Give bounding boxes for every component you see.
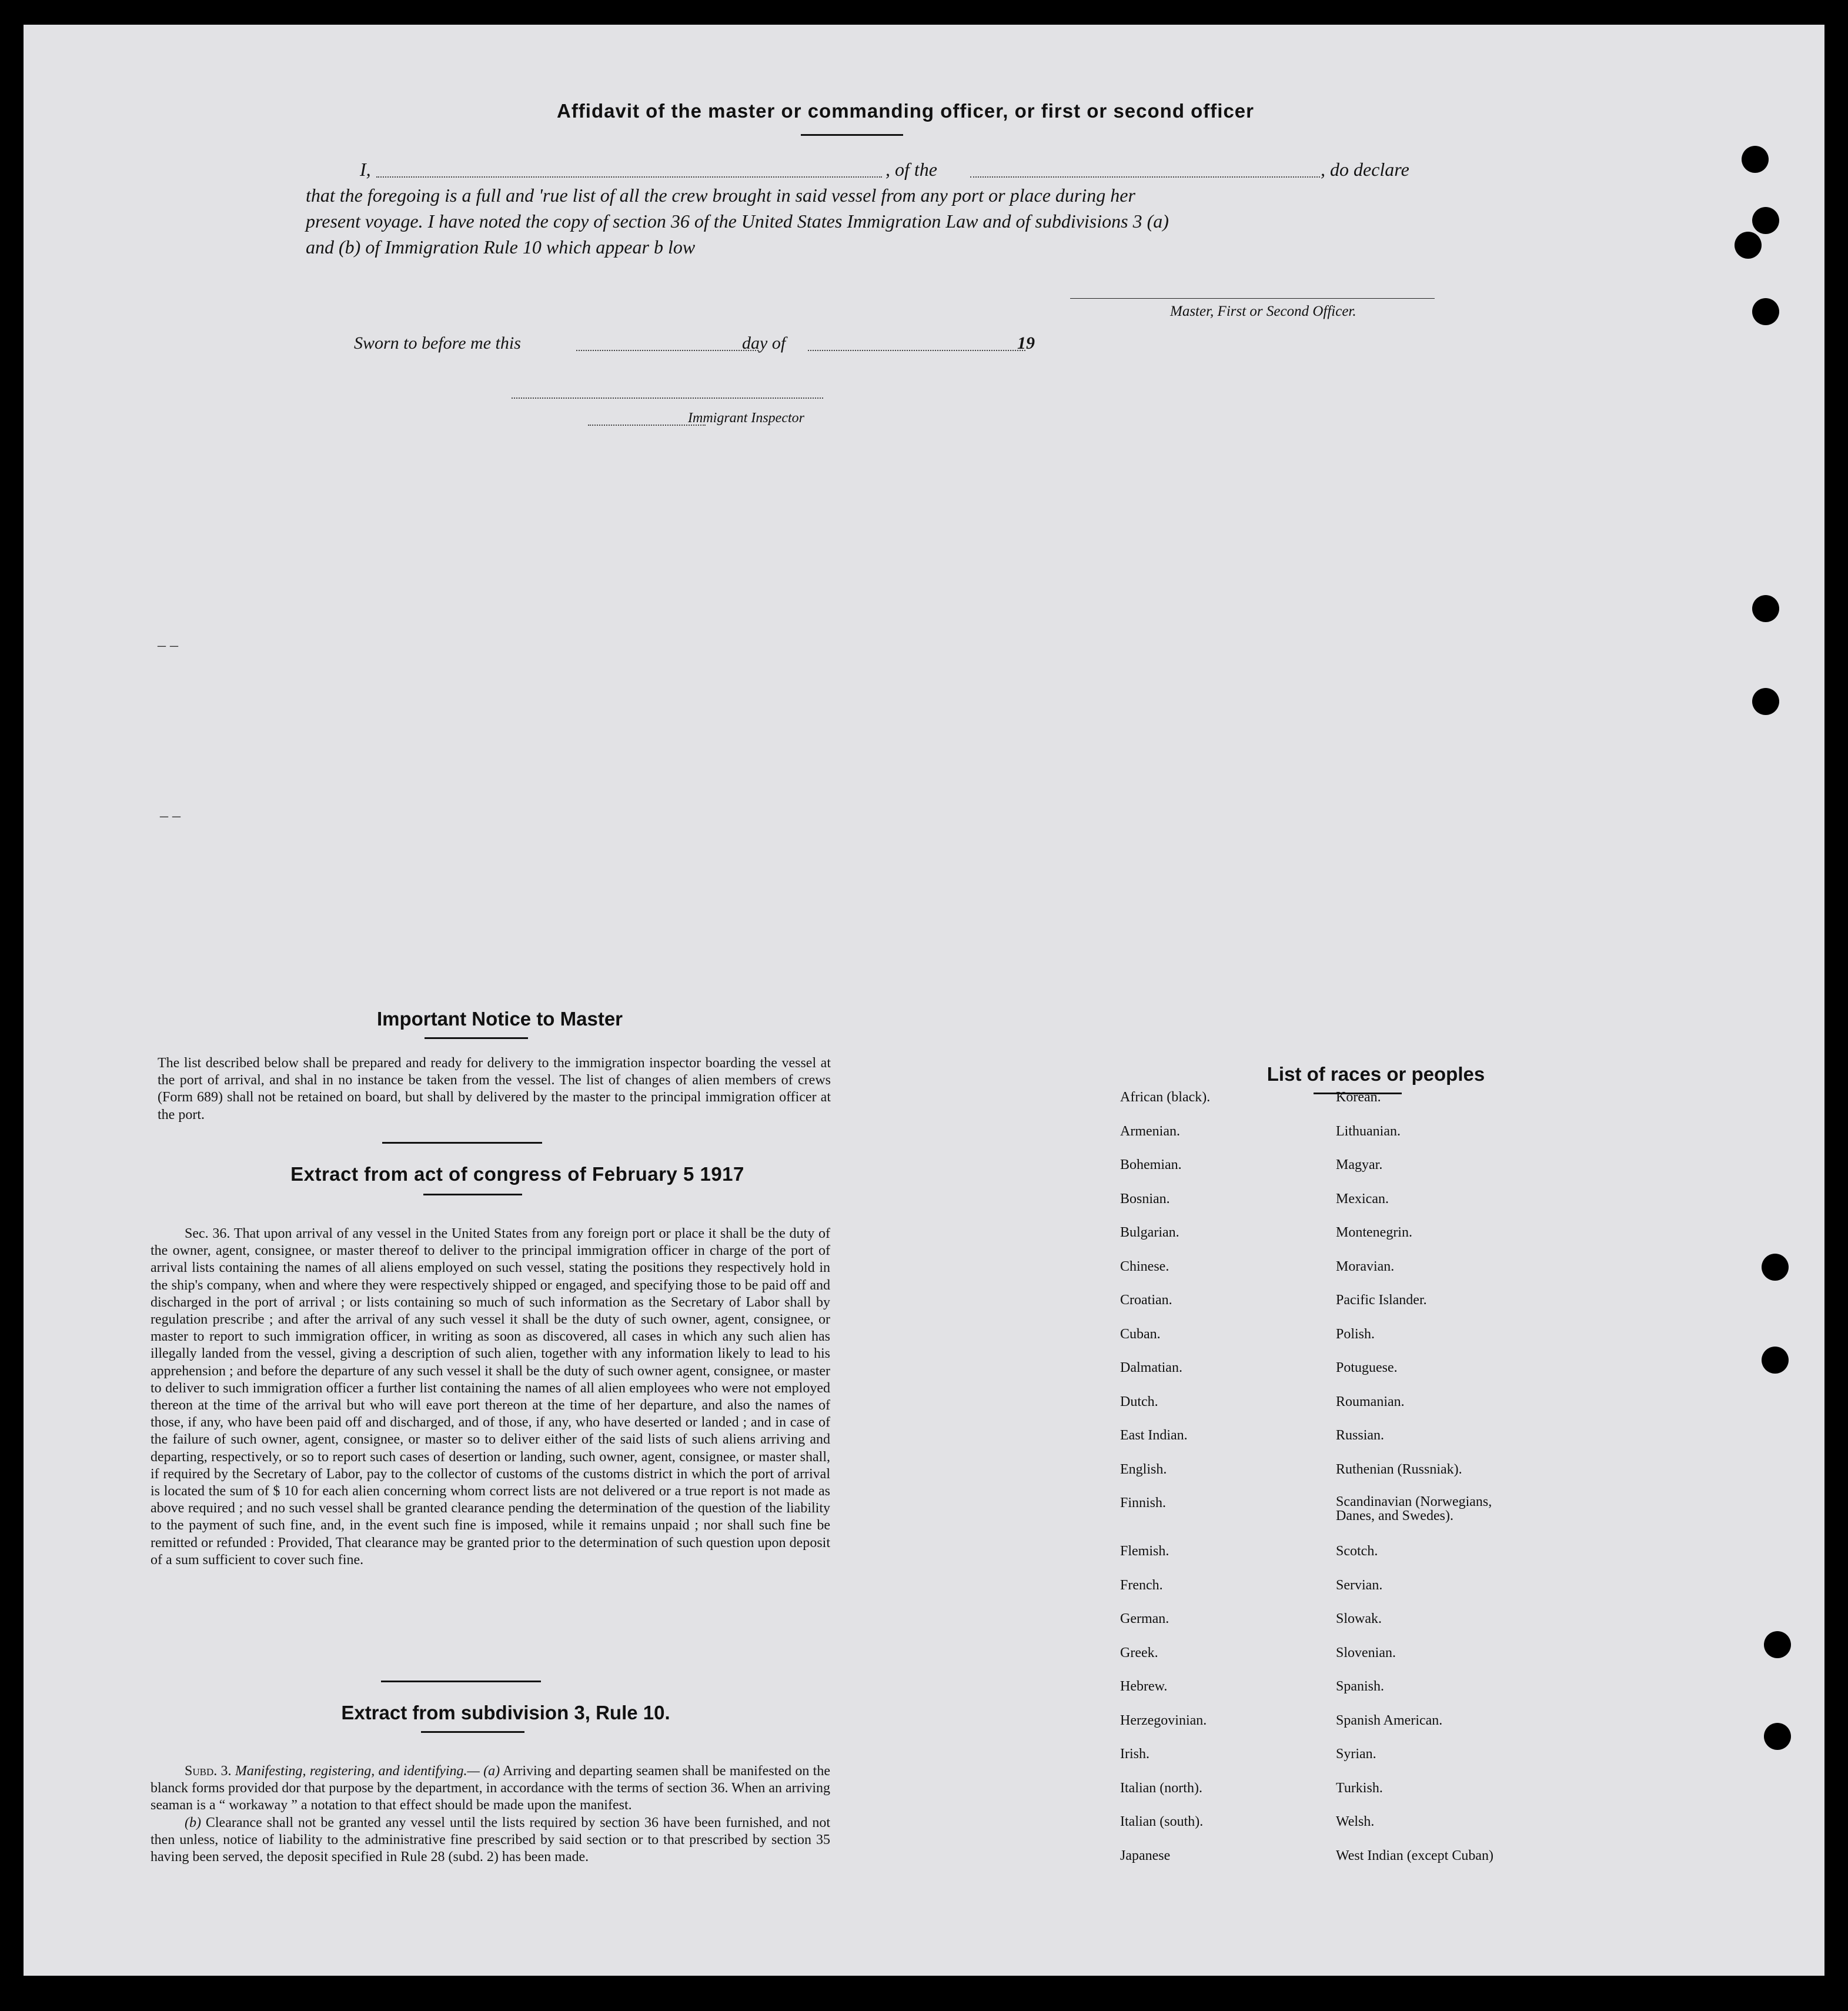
master-signature-label: Master, First or Second Officer. [1170,303,1356,319]
master-signature-line[interactable] [1070,298,1435,299]
affidavit-of-the: , of the [885,159,937,180]
race-item: Slovenian. [1336,1645,1396,1661]
act-extract-divider [381,1681,541,1682]
rule-extract-underline [421,1731,524,1733]
act-extract-title: Extract from act of congress of February 5 1917 [290,1163,744,1185]
subd-b-lead: (b) [185,1815,201,1830]
race-item: Dutch. [1120,1394,1158,1409]
race-item: Croatian. [1120,1292,1172,1308]
race-item: Herzegovinian. [1120,1712,1207,1728]
race-item: Magyar. [1336,1157,1383,1172]
race-item: Syrian. [1336,1746,1376,1762]
race-item: Moravian. [1336,1258,1395,1274]
punch-hole [1752,595,1779,622]
rule-extract-text [151,1763,830,1866]
inspector-label: Immigrant Inspector [688,410,804,426]
race-item: Hebrew. [1120,1679,1168,1694]
race-item: Armenian. [1120,1123,1180,1139]
race-item: Spanish American. [1336,1712,1443,1728]
race-item: Montenegrin. [1336,1225,1412,1240]
act-extract-text [151,1225,830,1569]
affidavit-title: Affidavit of the master or commanding officer, or first or second officer [556,100,1254,122]
race-item: Pacific Islander. [1336,1292,1427,1308]
notice-title-underline [425,1037,528,1039]
subdivision-a-paragraph [151,1763,830,1815]
margin-dash: – – [160,807,181,825]
sworn-year: 19 [1017,333,1035,353]
race-item: Korean. [1336,1090,1381,1105]
sworn-month-blank[interactable] [808,350,1025,351]
affidavit-vessel-blank[interactable] [970,176,1320,178]
race-item: Slowak. [1336,1611,1382,1626]
rule-extract-title: Extract from subdivision 3, Rule 10. [341,1702,670,1723]
notice-paragraph: The list described below shall be prepared and ready for delivery to the immigration inspector boarding the vessel at the port of arrival, and shal in no instance be taken from the vessel. The list of changes of alien members of crews (Form 689) shall not be retained on board, but shall by delivered by the master to the principal immigration officer at the port. [158,1055,831,1123]
race-item: Bulgarian. [1120,1225,1179,1240]
punch-hole [1764,1631,1791,1658]
notice-divider [382,1142,542,1144]
punch-hole [1762,1347,1789,1374]
race-item: Spanish. [1336,1679,1385,1694]
race-item: Greek. [1120,1645,1158,1661]
race-item: East Indian. [1120,1428,1188,1443]
notice-text [158,1055,831,1124]
race-item: Bohemian. [1120,1157,1182,1172]
race-item: Ruthenian (Russniak). [1336,1461,1462,1477]
race-item: Lithuanian. [1336,1123,1401,1139]
race-item: Russian. [1336,1428,1385,1443]
race-item: Japanese [1120,1848,1171,1863]
punch-hole [1762,1254,1789,1281]
race-item: Italian (south). [1120,1814,1204,1829]
affidavit-name-blank[interactable] [376,176,882,178]
section-36-paragraph: Sec. 36. That upon arrival of any vessel in the United States from any foreign port or place it shall be the duty of the owner, agent, consignee, or master thereof to deliver to the principal immigration officer in charge of the port of arrival lists containing the names of all aliens employed on such vessel, stating the positions they respectively hold in the ship's company, when and where they were respectively shipped or engaged, and specifying those to be paid off and discharged in the port of arrival ; or lists containing so much of such information as the Secretary of Labor shall by regulation prescribe ; and after the arrival of any such vessel it shall be the duty of such owner, agent, consignee, or master to report to such immigration officer, in writing as soon as discovered, all cases in which any such alien has illegally landed from the vessel, giving a description of such alien, together with any information likely to lead to his apprehension ; and before the departure of any such vessel it shall be the duty of such owner agent, consignee, or master to deliver to such immigration officer a further list containing the names of all alien employees who were not employed thereon at the time of the arrival but who will eave port thereon at the time of her departure, and also the names of those, if any, who have been paid off and discharged, and of those, if any, who have deserted or landed ; and in case of the failure of such owner, agent, consignee, or master so to deliver either of the said lists of such aliens arriving and departing, respectively, or so to report such cases of desertion or landing, such owner, agent, consignee, or master shall, if required by the Secretary of Labor, pay to the collector of customs of the customs district in which the port of arrival is located the sum of $ 10 for each alien concerning whom correct lists are not delivered or a true report is not made as above required ; and no such vessel shall be granted clearance pending the determination of the question of the liability to the payment of such fine, and, in the event such fine is imposed, while it remains unpaid ; nor shall such fine be remitted or refunded : Provided, That clearance may be granted prior to the determination of such question upon deposit of a sum sufficient to cover such fine. [151,1226,830,1568]
subdivision-b-paragraph [151,1815,830,1866]
race-item: Finnish. [1120,1495,1167,1511]
affidavit-line-3: present voyage. I have noted the copy of section 36 of the United States Immigration Law and of subdivisions 3 (a) [306,211,1169,232]
subd-b-text: Clearance shall not be granted any vessel until the lists required by section 36 have been furnished, and not then unless, notice of liability to the administrative fine prescribed by said section or to that prescribed by section 35 having been served, the deposit specified in Rule 28 (subd. 2) has been made. [151,1815,831,1865]
punch-hole [1752,207,1779,234]
race-item: Italian (north). [1120,1780,1202,1796]
races-title: List of races or peoples [1266,1063,1485,1085]
race-item: Servian. [1336,1577,1383,1593]
document-page [24,25,1824,1976]
punch-hole [1742,146,1769,173]
race-item: German. [1120,1611,1169,1626]
inspector-signature-line[interactable] [512,397,823,399]
race-item: Polish. [1336,1326,1375,1342]
sworn-day-of: day of [742,333,786,353]
sworn-label: Sworn to before me this [354,333,521,353]
race-item: Mexican. [1336,1191,1389,1207]
subd-heading: Manifesting, registering, and identifying.— (a) [235,1763,500,1779]
race-item: West Indian (except Cuban) [1336,1848,1493,1863]
notice-title: Important Notice to Master [376,1008,623,1030]
sworn-day-blank[interactable] [576,350,758,351]
punch-hole [1752,298,1779,325]
affidavit-line-4: and (b) of Immigration Rule 10 which appear b low [306,236,696,258]
race-item: Bosnian. [1120,1191,1170,1207]
punch-hole [1764,1723,1791,1750]
act-extract-underline [423,1194,522,1195]
race-item: Cuban. [1120,1326,1161,1342]
race-item: Welsh. [1336,1814,1375,1829]
race-item: French. [1120,1577,1163,1593]
subd-a-text: Arriving and departing seamen shall be manifested on the blanck forms provided dor that purpose by the department, in accordance with the terms of section 36. When an arriving seaman is a “ workaway ” a notation to that effect should be made upon the manifest. [151,1763,831,1813]
affidavit-i: I, [360,159,371,180]
affidavit-line-2: that the foregoing is a full and 'rue list of all the crew brought in said vessel from any port or place during her [306,185,1135,206]
race-item: Turkish. [1336,1780,1383,1796]
race-item: Irish. [1120,1746,1149,1762]
race-item: Potuguese. [1336,1360,1398,1375]
affidavit-title-underline [801,134,903,136]
race-item: African (black). [1120,1090,1211,1105]
affidavit-declare: , do declare [1321,159,1409,180]
subd-lead: Subd. 3. [185,1763,232,1779]
race-item: Dalmatian. [1120,1360,1182,1375]
punch-hole [1752,688,1779,715]
race-item: English. [1120,1461,1167,1477]
margin-dash: – – [158,636,178,654]
race-item: Scotch. [1336,1544,1378,1559]
race-item: Roumanian. [1336,1394,1405,1409]
punch-hole [1735,232,1762,259]
race-item: Flemish. [1120,1544,1169,1559]
race-item: Scandinavian (Norwegians, Danes, and Swedes). [1336,1494,1492,1524]
bleed-through-text [976,36,991,83]
race-item: Chinese. [1120,1258,1169,1274]
